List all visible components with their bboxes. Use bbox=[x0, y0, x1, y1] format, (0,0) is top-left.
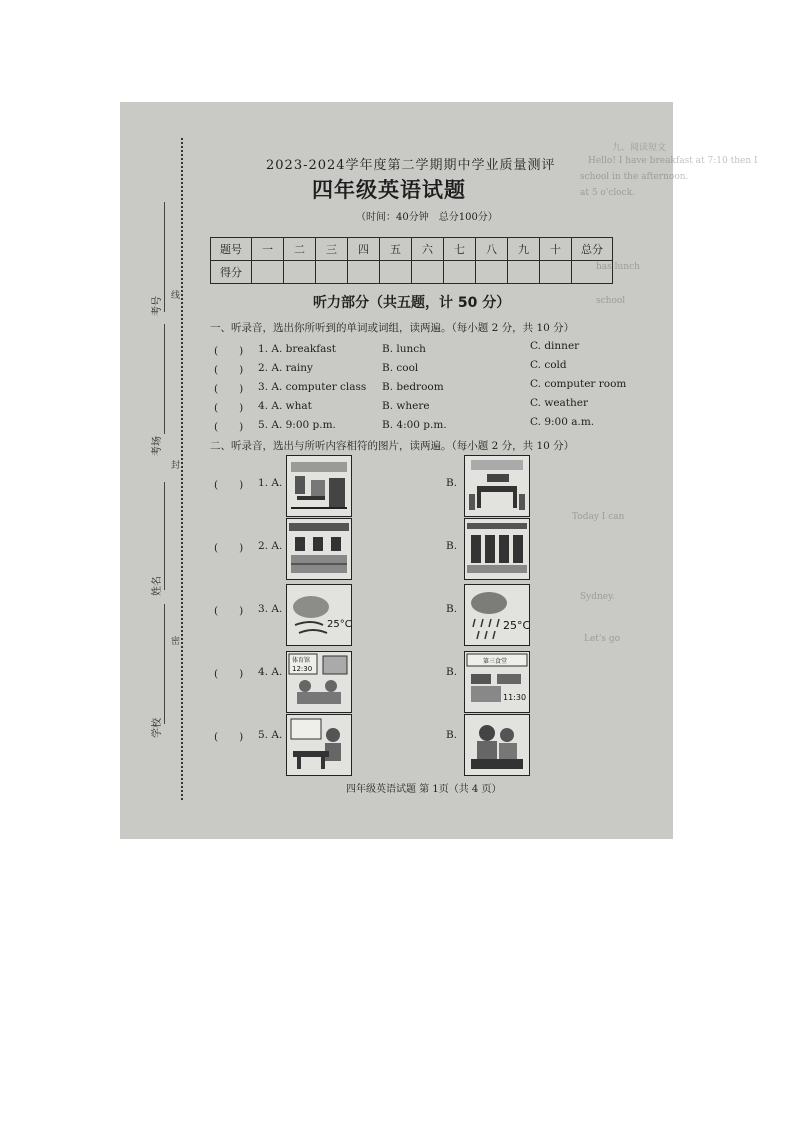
option-a: 4. A. what bbox=[258, 400, 312, 412]
table-cell: 八 bbox=[476, 238, 508, 261]
temperature-label: 25°C bbox=[327, 619, 352, 630]
picture-canteen-clock-b bbox=[464, 651, 530, 713]
score-cell[interactable] bbox=[252, 261, 284, 284]
option-b: B. where bbox=[382, 400, 430, 412]
option-b: B. bbox=[446, 729, 458, 741]
score-cell[interactable] bbox=[540, 261, 572, 284]
picture-computer-room-b bbox=[464, 518, 530, 580]
margin-write-line bbox=[164, 202, 165, 312]
table-cell: 一 bbox=[252, 238, 284, 261]
score-cell[interactable] bbox=[572, 261, 613, 284]
answer-bracket[interactable]: ( ) bbox=[214, 542, 244, 554]
answer-bracket[interactable]: ( ) bbox=[214, 731, 244, 743]
option-b: B. bbox=[446, 540, 458, 552]
margin-write-line bbox=[164, 604, 165, 724]
part1-instruction: 一、听录音，选出你所听到的单词或词组，读两遍。（每小题 2 分，共 10 分） bbox=[210, 322, 575, 334]
bleed-text: 九、阅读短文 bbox=[612, 143, 667, 153]
seal-char-line: 线 bbox=[171, 291, 181, 301]
option-b: B. bbox=[446, 603, 458, 615]
picture-gym-clock-a bbox=[286, 651, 352, 713]
temperature-label: 25°C bbox=[503, 619, 531, 632]
scanned-exam-photo bbox=[120, 102, 758, 839]
option-a: 3. A. bbox=[258, 603, 283, 615]
option-a: 1. A. breakfast bbox=[258, 343, 336, 355]
sign-label: 体育馆 bbox=[292, 657, 311, 664]
seal-char-secret: 密 bbox=[171, 637, 181, 647]
margin-label-school: 学校 bbox=[152, 718, 163, 738]
score-table-header-row bbox=[211, 238, 613, 261]
table-cell: 总分 bbox=[572, 238, 613, 261]
score-cell[interactable] bbox=[348, 261, 380, 284]
time-info: （时间：40分钟 总分100分） bbox=[356, 212, 498, 223]
exam-title: 四年级英语试题 bbox=[312, 178, 466, 202]
option-a: 3. A. computer class bbox=[258, 381, 367, 393]
option-a: 4. A. bbox=[258, 666, 283, 678]
score-cell[interactable] bbox=[284, 261, 316, 284]
answer-bracket[interactable]: ( ) bbox=[214, 421, 244, 433]
seal-char-seal: 封 bbox=[171, 461, 181, 471]
option-c: C. cold bbox=[530, 359, 567, 371]
table-cell: 二 bbox=[284, 238, 316, 261]
option-b: B. bbox=[446, 477, 458, 489]
table-cell: 得分 bbox=[211, 261, 252, 284]
picture-dining-room-b bbox=[464, 455, 530, 517]
answer-bracket[interactable]: ( ) bbox=[214, 402, 244, 414]
option-b: B. 4:00 p.m. bbox=[382, 419, 447, 431]
score-table-score-row bbox=[211, 261, 613, 284]
option-a: 2. A. rainy bbox=[258, 362, 313, 374]
answer-bracket[interactable]: ( ) bbox=[214, 668, 244, 680]
score-cell[interactable] bbox=[380, 261, 412, 284]
margin-label-name: 姓名 bbox=[152, 576, 163, 596]
score-cell[interactable] bbox=[412, 261, 444, 284]
page-footer: 四年级英语试题 第 1页（共 4 页） bbox=[346, 784, 502, 795]
score-cell[interactable] bbox=[316, 261, 348, 284]
table-cell: 五 bbox=[380, 238, 412, 261]
bleed-text: school bbox=[596, 296, 626, 306]
answer-bracket[interactable]: ( ) bbox=[214, 345, 244, 357]
score-cell[interactable] bbox=[508, 261, 540, 284]
table-cell: 七 bbox=[444, 238, 476, 261]
picture-windy-weather-a bbox=[286, 584, 352, 646]
table-cell: 六 bbox=[412, 238, 444, 261]
option-a: 5. A. bbox=[258, 729, 283, 741]
part2-instruction: 二、听录音，选出与所听内容相符的图片，读两遍。（每小题 2 分，共 10 分） bbox=[210, 440, 575, 452]
bleed-text: has lunch bbox=[596, 262, 640, 272]
score-table bbox=[210, 237, 613, 284]
clock-label: 11:30 bbox=[503, 693, 527, 702]
option-a: 2. A. bbox=[258, 540, 283, 552]
picture-family-b bbox=[464, 714, 530, 776]
score-cell[interactable] bbox=[444, 261, 476, 284]
table-cell: 四 bbox=[348, 238, 380, 261]
option-a: 5. A. 9:00 p.m. bbox=[258, 419, 336, 431]
answer-bracket[interactable]: ( ) bbox=[214, 605, 244, 617]
option-c: C. weather bbox=[530, 397, 589, 409]
answer-bracket[interactable]: ( ) bbox=[214, 383, 244, 395]
bleed-text: Let's go bbox=[584, 634, 621, 644]
bleed-text: at 5 o'clock. bbox=[580, 188, 636, 198]
picture-kitchen-a bbox=[286, 455, 352, 517]
margin-write-line bbox=[164, 482, 165, 590]
option-b: B. bedroom bbox=[382, 381, 444, 393]
picture-rainy-weather-b bbox=[464, 584, 530, 646]
binding-dotted-line bbox=[181, 138, 183, 800]
picture-classroom-a bbox=[286, 518, 352, 580]
option-b: B. cool bbox=[382, 362, 419, 374]
bleed-text: Today I can bbox=[572, 512, 625, 522]
clock-label: 12:30 bbox=[292, 665, 313, 673]
section-title: 听力部分（共五题，计 50 分） bbox=[313, 295, 511, 311]
bleed-text: school in the afternoon. bbox=[580, 172, 689, 182]
score-cell[interactable] bbox=[476, 261, 508, 284]
table-cell: 十 bbox=[540, 238, 572, 261]
answer-bracket[interactable]: ( ) bbox=[214, 479, 244, 491]
bleed-text: Hello! I have breakfast at 7:10 then I bbox=[588, 156, 758, 166]
option-b: B. lunch bbox=[382, 343, 426, 355]
table-cell: 三 bbox=[316, 238, 348, 261]
option-a: 1. A. bbox=[258, 477, 283, 489]
margin-write-line bbox=[164, 324, 165, 434]
option-c: C. 9:00 a.m. bbox=[530, 416, 595, 428]
margin-label-exam-room: 考场 bbox=[152, 436, 163, 456]
table-cell: 题号 bbox=[211, 238, 252, 261]
option-b: B. bbox=[446, 666, 458, 678]
margin-label-exam-number: 考号 bbox=[152, 296, 163, 316]
bleed-text: Sydney. bbox=[580, 592, 615, 602]
picture-study-room-a bbox=[286, 714, 352, 776]
option-c: C. computer room bbox=[530, 378, 627, 390]
sign-label: 第三食堂 bbox=[483, 658, 508, 665]
table-cell: 九 bbox=[508, 238, 540, 261]
option-c: C. dinner bbox=[530, 340, 580, 352]
answer-bracket[interactable]: ( ) bbox=[214, 364, 244, 376]
term-title: 2023-2024学年度第二学期期中学业质量测评 bbox=[266, 158, 556, 173]
